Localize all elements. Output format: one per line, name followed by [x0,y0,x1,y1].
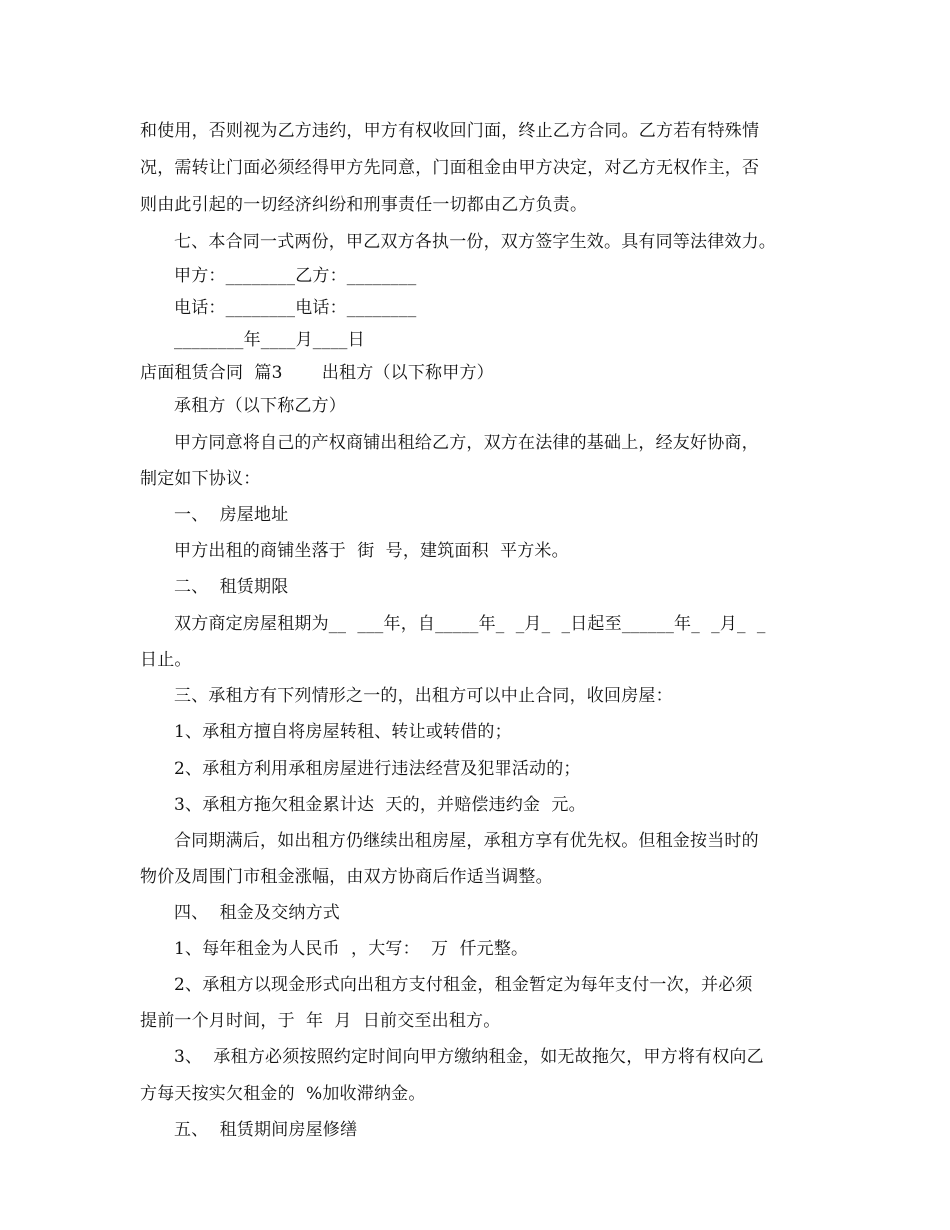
text-line: 五、 租赁期间房屋修缮 [174,1120,358,1140]
text-line: 1、承租方擅自将房屋转租、转让或转借的； [174,722,512,742]
text-line: 一、 房屋地址 [174,505,289,525]
text-line: 2、承租方以现金形式向出租方支付租金，租金暂定为每年支付一次，并必须 [174,975,753,995]
text-line: 2、承租方利用承租房屋进行违法经营及犯罪活动的； [174,759,581,779]
text-line: 和使用，否则视为乙方违约，甲方有权收回门面，终止乙方合同。乙方若有特殊情 [140,121,760,141]
text-line: 3、承租方拖欠租金累计达 天的，并赔偿违约金 元。 [174,795,586,815]
text-line: 日止。 [140,650,192,670]
text-line: 物价及周围门市租金涨幅，由双方协商后作适当调整。 [140,867,553,887]
text-line: 方每天按实欠租金的 %加收滞纳金。 [140,1084,426,1104]
text-line: 提前一个月时间，于 年 月 日前交至出租方。 [140,1011,501,1031]
text-line: 则由此引起的一切经济纠纷和刑事责任一切都由乙方负责。 [140,195,588,215]
text-line: 承租方（以下称乙方） [174,396,346,416]
text-line: 二、 租赁期限 [174,577,289,597]
text-line: 1、每年租金为人民币 ，大写： 万 仟元整。 [174,939,529,959]
text-line: 三、承租方有下列情形之一的，出租方可以中止合同，收回房屋： [174,686,673,706]
text-line: 甲方同意将自己的产权商铺出租给乙方，双方在法律的基础上，经友好协商， [174,433,759,453]
text-line: 双方商定房屋租期为__ ___年，自_____年_ _月_ _日起至______年_ _月_ _ [174,614,766,634]
text-line: 电话：________电话：________ [174,298,417,318]
text-line: 四、 租金及交纳方式 [174,903,341,923]
text-line: 甲方：________乙方：________ [174,266,417,286]
section-heading: 店面租赁合同 篇3 出租方（以下称甲方） [140,363,494,383]
text-line: 甲方出租的商铺坐落于 街 号，建筑面积 平方米。 [174,541,569,561]
text-line: 3、 承租方必须按照约定时间向甲方缴纳租金，如无故拖欠，甲方将有权向乙 [174,1047,764,1067]
text-line: 制定如下协议： [140,469,261,489]
text-line: 合同期满后，如出租方仍继续出租房屋，承租方享有优先权。但租金按当时的 [174,831,759,851]
text-line: 七、本合同一式两份，甲乙双方各执一份，双方签字生效。具有同等法律效力。 [174,232,776,252]
text-line: ________年____月____日 [174,330,365,350]
text-line: 况，需转让门面必须经得甲方先同意，门面租金由甲方决定，对乙方无权作主，否 [140,158,760,178]
